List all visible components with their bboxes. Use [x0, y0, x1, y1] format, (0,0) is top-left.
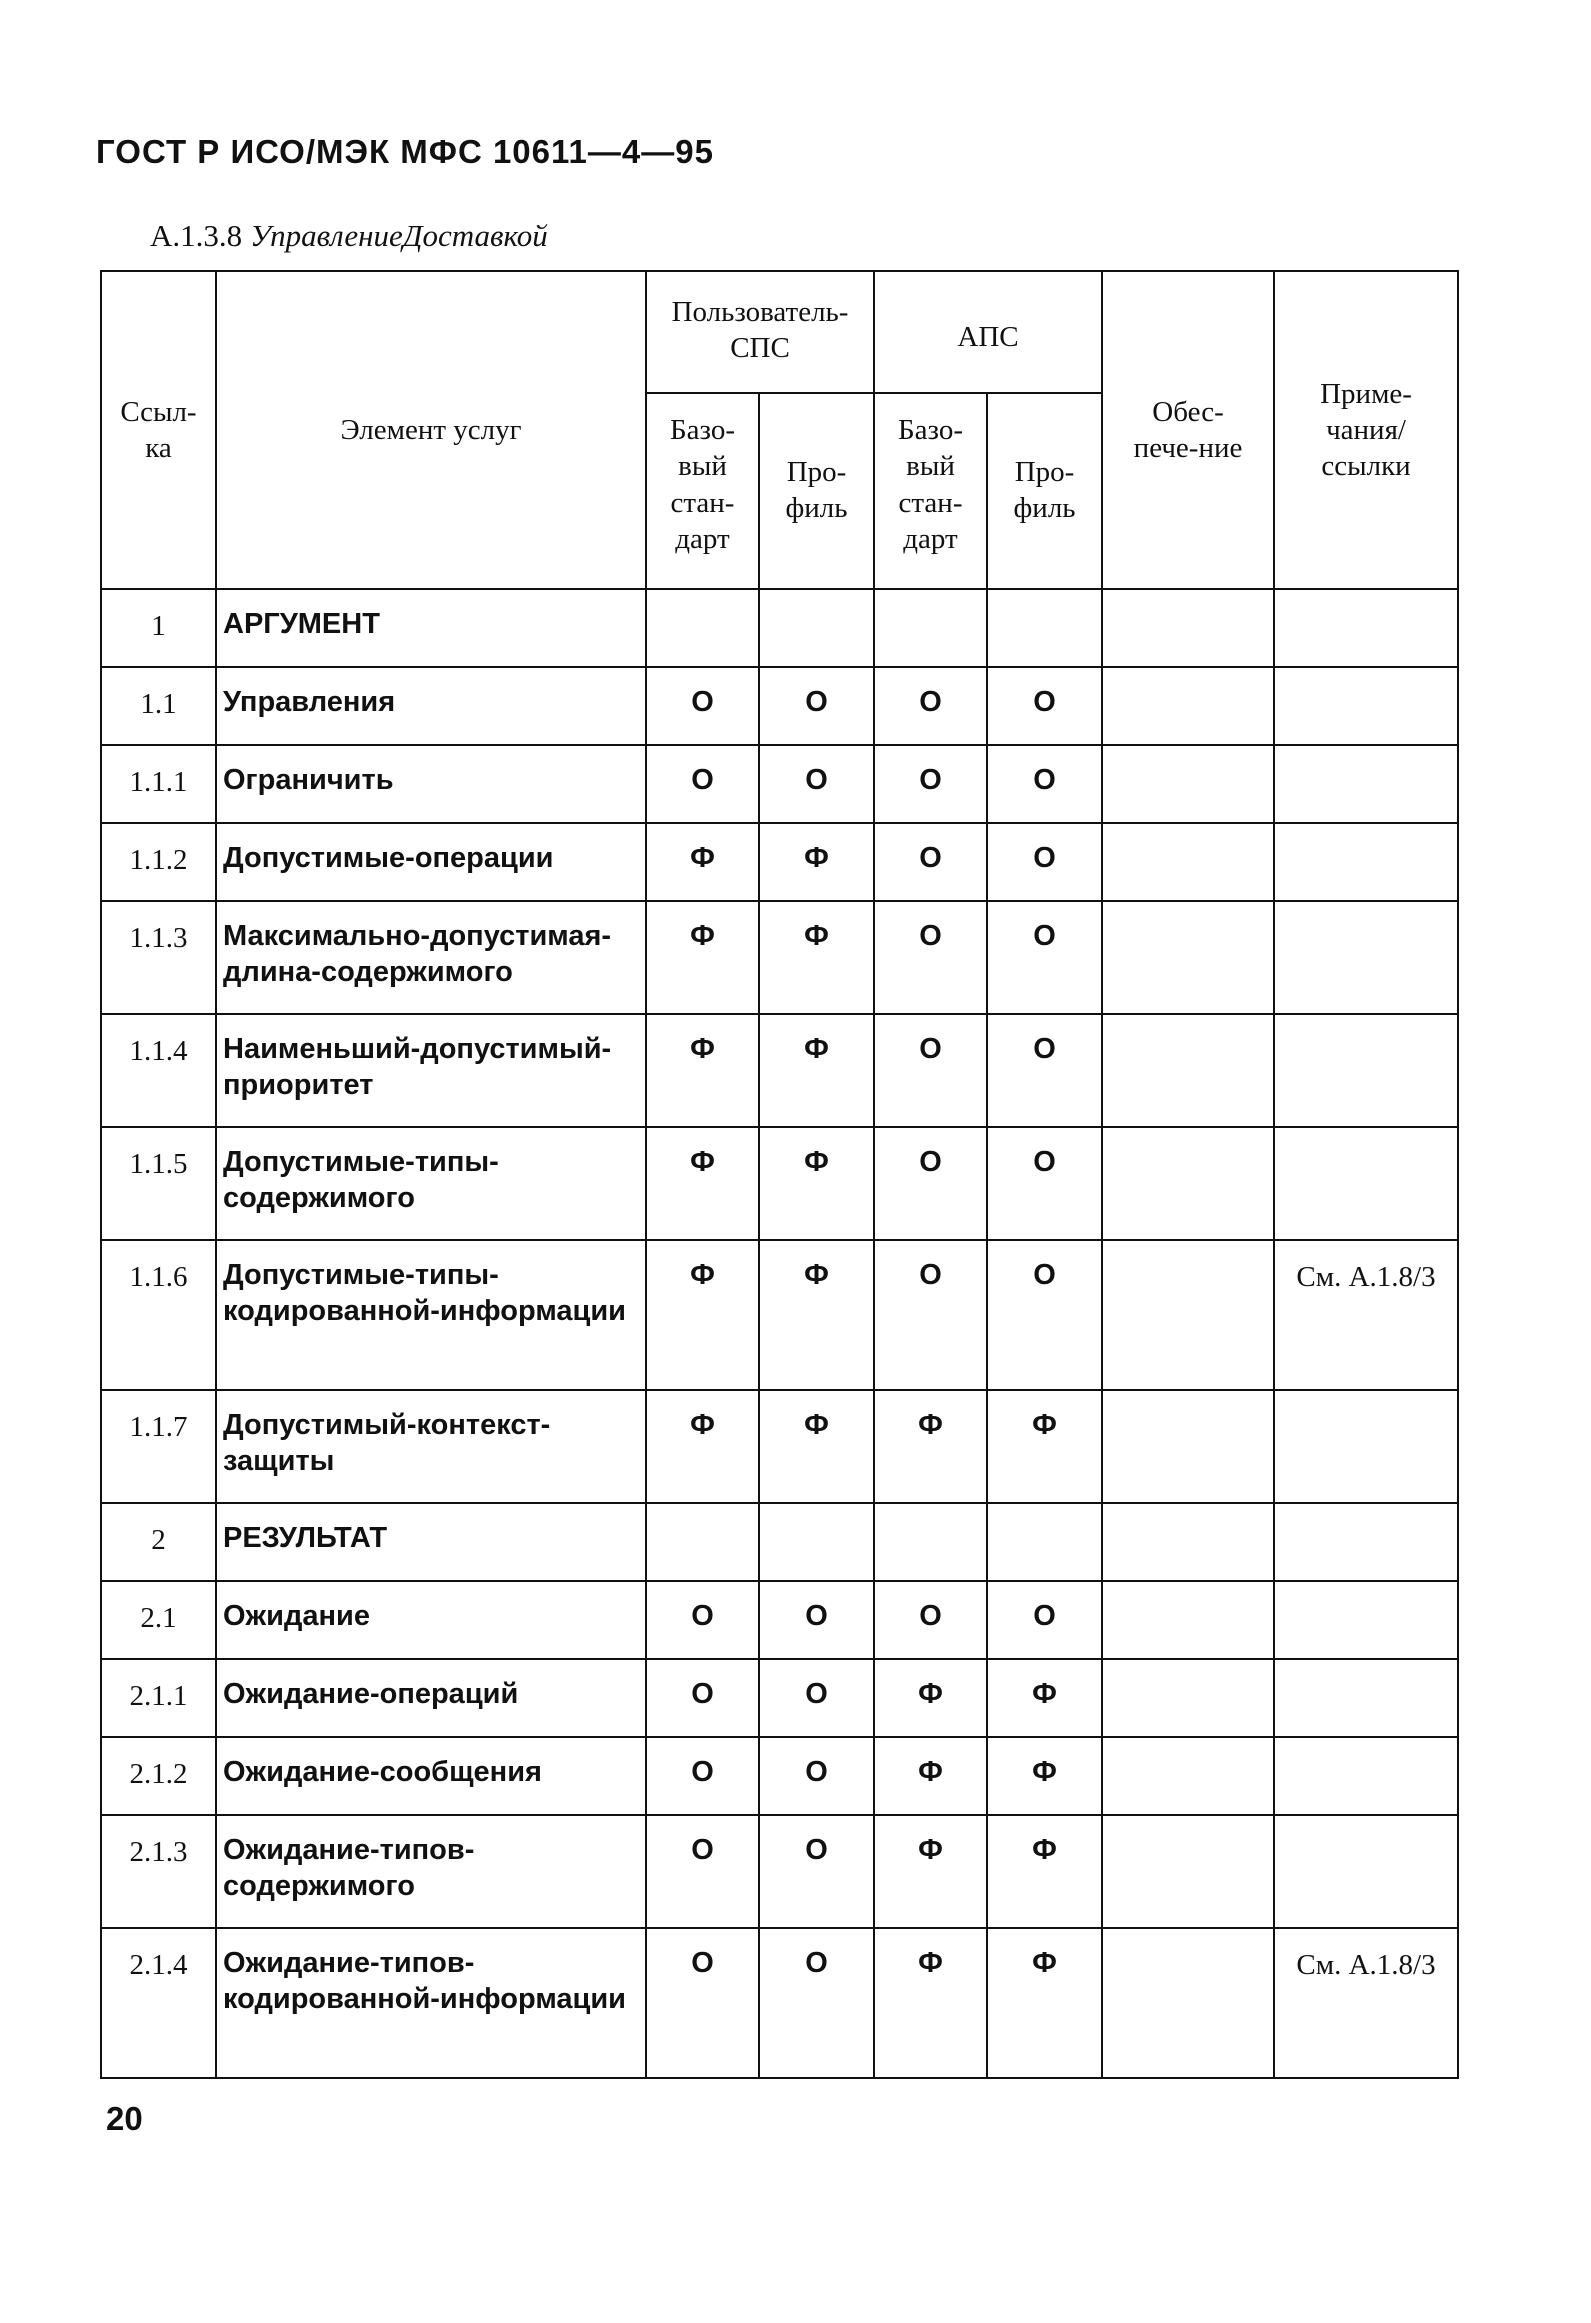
table-row: [101, 1127, 1458, 1240]
table-row: [101, 1503, 1458, 1581]
user-base-cell: О: [646, 1928, 759, 2078]
user-base-cell: О: [646, 745, 759, 823]
aps-profile-cell: О: [987, 823, 1102, 901]
provision-cell: [1102, 1928, 1274, 2078]
aps-base-cell: О: [874, 667, 987, 745]
aps-profile-cell: Ф: [987, 1390, 1102, 1503]
user-profile-cell: О: [759, 1928, 874, 2078]
table-row: [101, 1737, 1458, 1815]
provision-cell: [1102, 1503, 1274, 1581]
ref-cell: 1.1.7: [101, 1390, 216, 1503]
header-notes: Приме-чания/ссылки: [1274, 271, 1458, 589]
element-cell: Допустимые-операции: [216, 823, 646, 901]
user-base-cell: Ф: [646, 901, 759, 1014]
provision-cell: [1102, 1581, 1274, 1659]
user-base-cell: О: [646, 1659, 759, 1737]
element-cell: Управления: [216, 667, 646, 745]
user-profile-cell: [759, 589, 874, 667]
user-profile-cell: Ф: [759, 901, 874, 1014]
ref-cell: 1.1: [101, 667, 216, 745]
element-cell: Ожидание-операций: [216, 1659, 646, 1737]
table-row: [101, 1581, 1458, 1659]
notes-cell: [1274, 1581, 1458, 1659]
user-base-cell: О: [646, 1737, 759, 1815]
aps-profile-cell: Ф: [987, 1928, 1102, 2078]
user-profile-cell: О: [759, 1659, 874, 1737]
aps-profile-cell: О: [987, 745, 1102, 823]
table-row: [101, 1928, 1458, 2078]
aps-base-cell: О: [874, 901, 987, 1014]
table-row: [101, 1815, 1458, 1928]
provision-cell: [1102, 901, 1274, 1014]
ref-cell: 2.1: [101, 1581, 216, 1659]
aps-base-cell: О: [874, 823, 987, 901]
element-cell: Допустимый-контекст-защиты: [216, 1390, 646, 1503]
ref-cell: 1.1.1: [101, 745, 216, 823]
element-cell: Наименьший-допустимый-приоритет: [216, 1014, 646, 1127]
table-row: [101, 1390, 1458, 1503]
user-base-cell: Ф: [646, 1127, 759, 1240]
table-row: [101, 589, 1458, 667]
aps-profile-cell: О: [987, 1127, 1102, 1240]
element-cell: Ожидание-сообщения: [216, 1737, 646, 1815]
user-profile-cell: Ф: [759, 1014, 874, 1127]
element-cell: Допустимые-типы-содержимого: [216, 1127, 646, 1240]
aps-base-cell: О: [874, 745, 987, 823]
ref-cell: 2.1.4: [101, 1928, 216, 2078]
notes-cell: [1274, 1503, 1458, 1581]
ref-cell: 2.1.1: [101, 1659, 216, 1737]
header-aps-base: Базо-вый стан-дарт: [874, 393, 987, 589]
provision-cell: [1102, 667, 1274, 745]
table-row: [101, 901, 1458, 1014]
aps-base-cell: Ф: [874, 1928, 987, 2078]
notes-cell: [1274, 667, 1458, 745]
element-cell: Ограничить: [216, 745, 646, 823]
provision-cell: [1102, 1815, 1274, 1928]
service-elements-table: [100, 270, 1459, 2079]
aps-profile-cell: О: [987, 667, 1102, 745]
header-ref: Ссыл-ка: [101, 271, 216, 589]
aps-base-cell: О: [874, 1581, 987, 1659]
header-provision: Обес-пече-ние: [1102, 271, 1274, 589]
user-base-cell: [646, 589, 759, 667]
page-number: 20: [106, 2100, 143, 2137]
aps-profile-cell: [987, 1503, 1102, 1581]
user-profile-cell: [759, 1503, 874, 1581]
header-user-profile: Про-филь: [759, 393, 874, 589]
section-caption: [150, 218, 548, 254]
aps-base-cell: Ф: [874, 1815, 987, 1928]
aps-base-cell: Ф: [874, 1390, 987, 1503]
header-group-aps: АПС: [874, 271, 1102, 393]
user-base-cell: О: [646, 1815, 759, 1928]
ref-cell: 2.1.3: [101, 1815, 216, 1928]
user-base-cell: О: [646, 667, 759, 745]
provision-cell: [1102, 589, 1274, 667]
element-cell: Ожидание: [216, 1581, 646, 1659]
element-cell: Допустимые-типы-кодированной-информации: [216, 1240, 646, 1390]
table-row: [101, 1659, 1458, 1737]
header-element: Элемент услуг: [216, 271, 646, 589]
element-cell: Ожидание-типов-содержимого: [216, 1815, 646, 1928]
aps-profile-cell: О: [987, 901, 1102, 1014]
aps-profile-cell: Ф: [987, 1815, 1102, 1928]
table-row: [101, 1014, 1458, 1127]
notes-cell: [1274, 901, 1458, 1014]
aps-profile-cell: Ф: [987, 1737, 1102, 1815]
user-base-cell: Ф: [646, 823, 759, 901]
aps-base-cell: [874, 589, 987, 667]
ref-cell: 1.1.2: [101, 823, 216, 901]
aps-base-cell: [874, 1503, 987, 1581]
notes-cell: [1274, 823, 1458, 901]
aps-profile-cell: О: [987, 1581, 1102, 1659]
section-title: УправлениеДоставкой: [250, 218, 548, 253]
header-group-user: Пользователь-СПС: [646, 271, 874, 393]
user-profile-cell: О: [759, 1815, 874, 1928]
user-base-cell: О: [646, 1581, 759, 1659]
user-base-cell: Ф: [646, 1240, 759, 1390]
user-profile-cell: Ф: [759, 1240, 874, 1390]
aps-base-cell: Ф: [874, 1659, 987, 1737]
user-profile-cell: О: [759, 1581, 874, 1659]
table-row: [101, 1240, 1458, 1390]
header-user-base: Базо-вый стан-дарт: [646, 393, 759, 589]
provision-cell: [1102, 1127, 1274, 1240]
provision-cell: [1102, 1240, 1274, 1390]
aps-base-cell: О: [874, 1014, 987, 1127]
provision-cell: [1102, 1014, 1274, 1127]
ref-cell: 1.1.3: [101, 901, 216, 1014]
provision-cell: [1102, 1390, 1274, 1503]
provision-cell: [1102, 1737, 1274, 1815]
notes-cell: См. А.1.8/3: [1274, 1928, 1458, 2078]
user-base-cell: Ф: [646, 1014, 759, 1127]
notes-cell: [1274, 589, 1458, 667]
element-cell: РЕЗУЛЬТАТ: [216, 1503, 646, 1581]
aps-base-cell: О: [874, 1127, 987, 1240]
aps-profile-cell: [987, 589, 1102, 667]
aps-profile-cell: О: [987, 1014, 1102, 1127]
notes-cell: [1274, 745, 1458, 823]
notes-cell: [1274, 1127, 1458, 1240]
provision-cell: [1102, 745, 1274, 823]
user-profile-cell: О: [759, 667, 874, 745]
user-profile-cell: О: [759, 745, 874, 823]
ref-cell: 2: [101, 1503, 216, 1581]
ref-cell: 1.1.5: [101, 1127, 216, 1240]
element-cell: АРГУМЕНТ: [216, 589, 646, 667]
user-base-cell: [646, 1503, 759, 1581]
document-header: ГОСТ Р ИСО/МЭК МФС 10611—4—95: [96, 133, 714, 170]
notes-cell: [1274, 1014, 1458, 1127]
notes-cell: См. А.1.8/3: [1274, 1240, 1458, 1390]
aps-profile-cell: О: [987, 1240, 1102, 1390]
element-cell: Максимально-допустимая-длина-содержимого: [216, 901, 646, 1014]
table-row: [101, 667, 1458, 745]
notes-cell: [1274, 1815, 1458, 1928]
header-aps-profile: Про-филь: [987, 393, 1102, 589]
element-cell: Ожидание-типов-кодированной-информации: [216, 1928, 646, 2078]
ref-cell: 2.1.2: [101, 1737, 216, 1815]
section-number: А.1.3.8: [150, 218, 243, 253]
notes-cell: [1274, 1659, 1458, 1737]
ref-cell: 1.1.4: [101, 1014, 216, 1127]
notes-cell: [1274, 1390, 1458, 1503]
user-profile-cell: О: [759, 1737, 874, 1815]
user-profile-cell: Ф: [759, 1390, 874, 1503]
user-profile-cell: Ф: [759, 823, 874, 901]
notes-cell: [1274, 1737, 1458, 1815]
user-base-cell: Ф: [646, 1390, 759, 1503]
ref-cell: 1.1.6: [101, 1240, 216, 1390]
provision-cell: [1102, 1659, 1274, 1737]
ref-cell: 1: [101, 589, 216, 667]
aps-base-cell: Ф: [874, 1737, 987, 1815]
table-row: [101, 823, 1458, 901]
user-profile-cell: Ф: [759, 1127, 874, 1240]
provision-cell: [1102, 823, 1274, 901]
aps-base-cell: О: [874, 1240, 987, 1390]
table-row: [101, 745, 1458, 823]
aps-profile-cell: Ф: [987, 1659, 1102, 1737]
